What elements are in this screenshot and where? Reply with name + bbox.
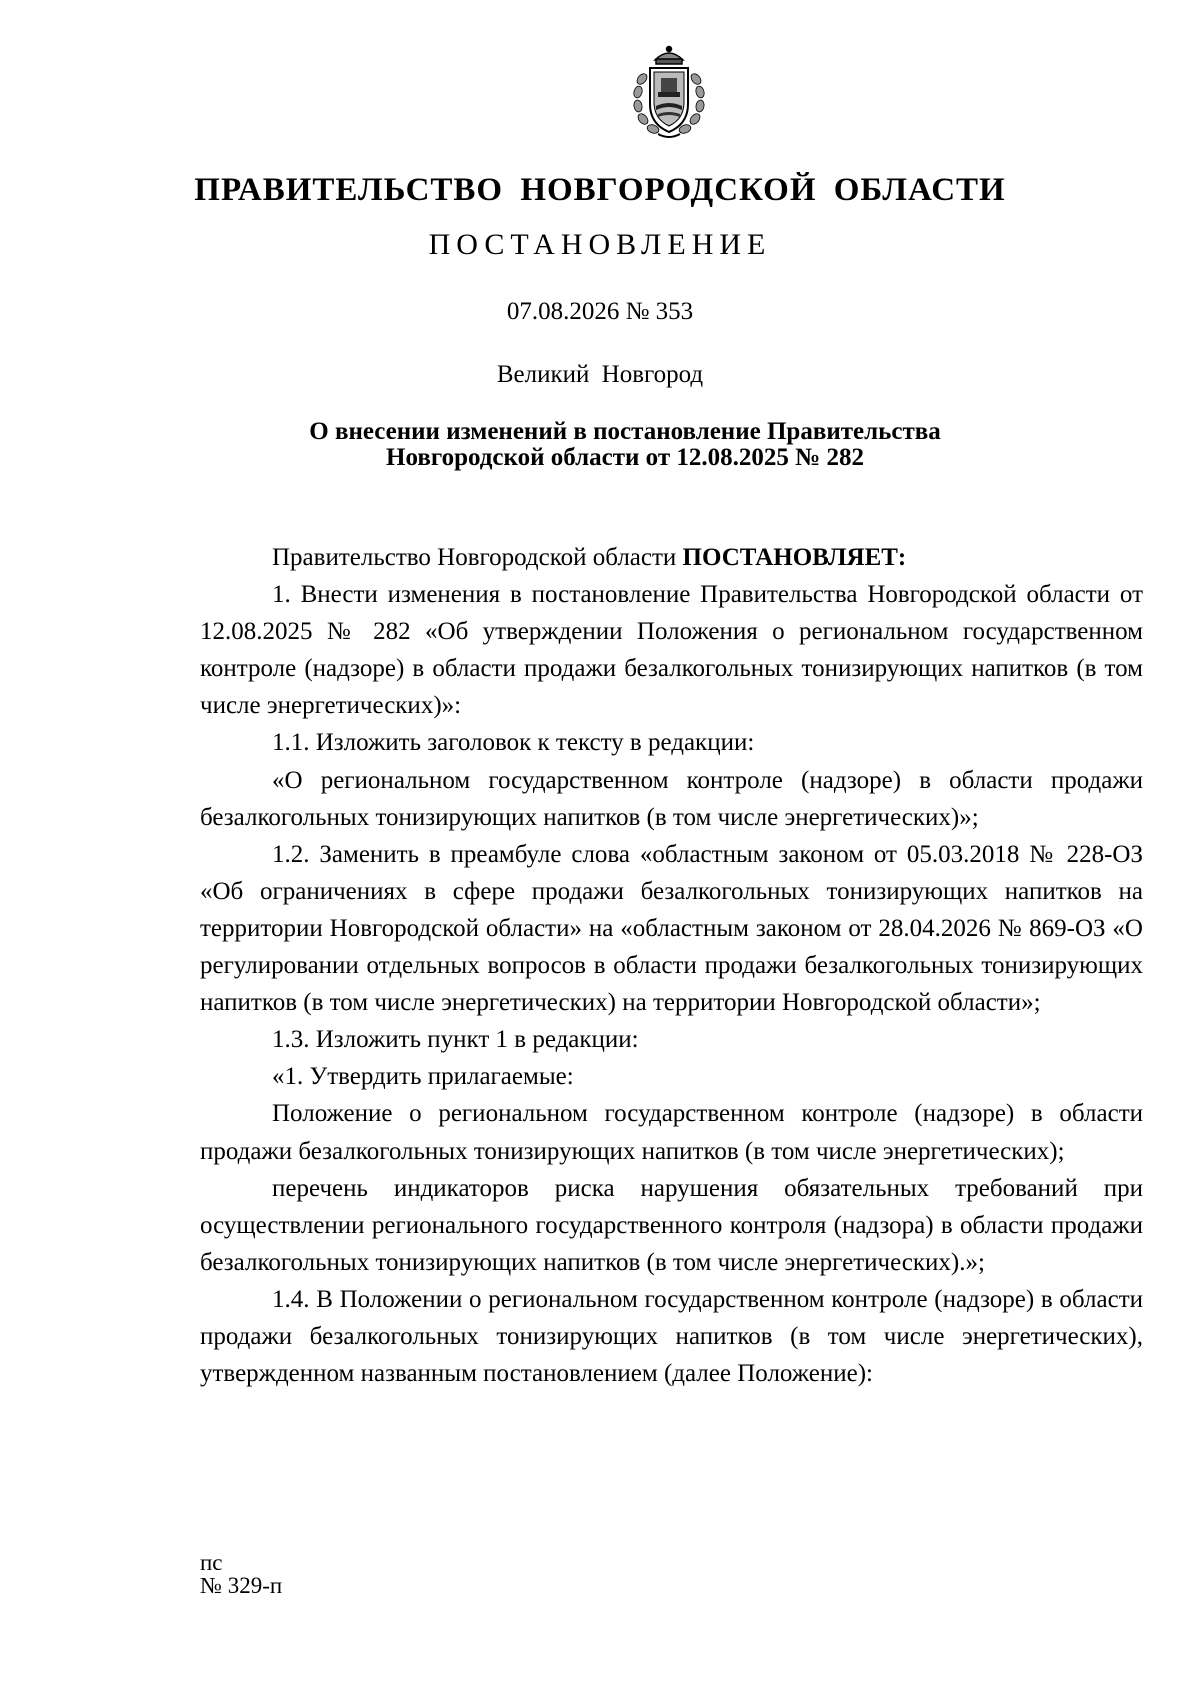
document-type-title: ПОСТАНОВЛЕНИЕ xyxy=(428,228,772,261)
footer-number: № 329-п xyxy=(200,1573,283,1598)
body-paragraph: перечень индикаторов риска нарушения обязательных требований при осуществлении регионального государственного контроля (надзора) в области продажи безалкогольных тонизирующих напитков (в том числе энергетических).»; xyxy=(200,1174,1143,1276)
body-paragraph: Положение о региональном государственном контроле (надзоре) в области продажи безалкогольных тонизирующих напитков (в том числе энергетических); xyxy=(200,1100,1143,1165)
document-body xyxy=(200,539,1143,1392)
document-date-number: 07.08.2026 № 353 xyxy=(506,298,694,325)
organization-title: ПРАВИТЕЛЬСТВО НОВГОРОДСКОЙ ОБЛАСТИ xyxy=(194,172,1006,208)
document-city: Великий Новгород xyxy=(496,361,704,388)
footer-mark: пс xyxy=(200,1550,223,1575)
subject-line-2: Новгородской области от 12.08.2025 № 282 xyxy=(386,444,864,471)
body-paragraph: «1. Утвердить прилагаемые: xyxy=(272,1063,574,1091)
resolution-intro-text: Правительство Новгородской области xyxy=(272,544,683,571)
body-paragraph: 1.2. Заменить в преамбуле слова «областным законом от 05.03.2018 № 228-ОЗ «Об ограничениях в сфере продажи безалкогольных тонизирующих напитков на территории Новгородской области» на «областным законом от 28.04.2026 № 869-ОЗ «О регулировании отдельных вопросов в области продажи безалкогольных тонизирующих напитков (в том числе энергетических) на территории Новгородской области»; xyxy=(200,840,1143,1017)
body-paragraph: «О региональном государственном контроле (надзоре) в области продажи безалкогольных тонизирующих напитков (в том числе энергетических)»; xyxy=(200,766,1143,831)
resolution-intro-keyword: ПОСТАНОВЛЯЕТ: xyxy=(682,544,907,571)
document-subject xyxy=(200,419,1050,471)
body-paragraph: 1.1. Изложить заголовок к тексту в редакции: xyxy=(272,729,755,757)
document-footer xyxy=(200,1551,282,1597)
body-paragraph: 1.3. Изложить пункт 1 в редакции: xyxy=(272,1026,639,1054)
subject-line-1: О внесении изменений в постановление Правительства xyxy=(309,418,941,445)
coat-of-arms-emblem xyxy=(628,44,710,142)
body-paragraph: 1.4. В Положении о региональном государственном контроле (надзоре) в области продажи безалкогольных тонизирующих напитков (в том числе энергетических), утвержденном названным постановлением (далее Положение): xyxy=(200,1285,1143,1388)
resolution-intro xyxy=(200,539,1143,576)
body-paragraph: 1. Внести изменения в постановление Правительства Новгородской области от 12.08.2025 № 282 «Об утверждении Положения о региональном государственном контроле (надзоре) в области продажи безалкогольных тонизирующих напитков (в том числе энергетических)»: xyxy=(200,581,1143,720)
